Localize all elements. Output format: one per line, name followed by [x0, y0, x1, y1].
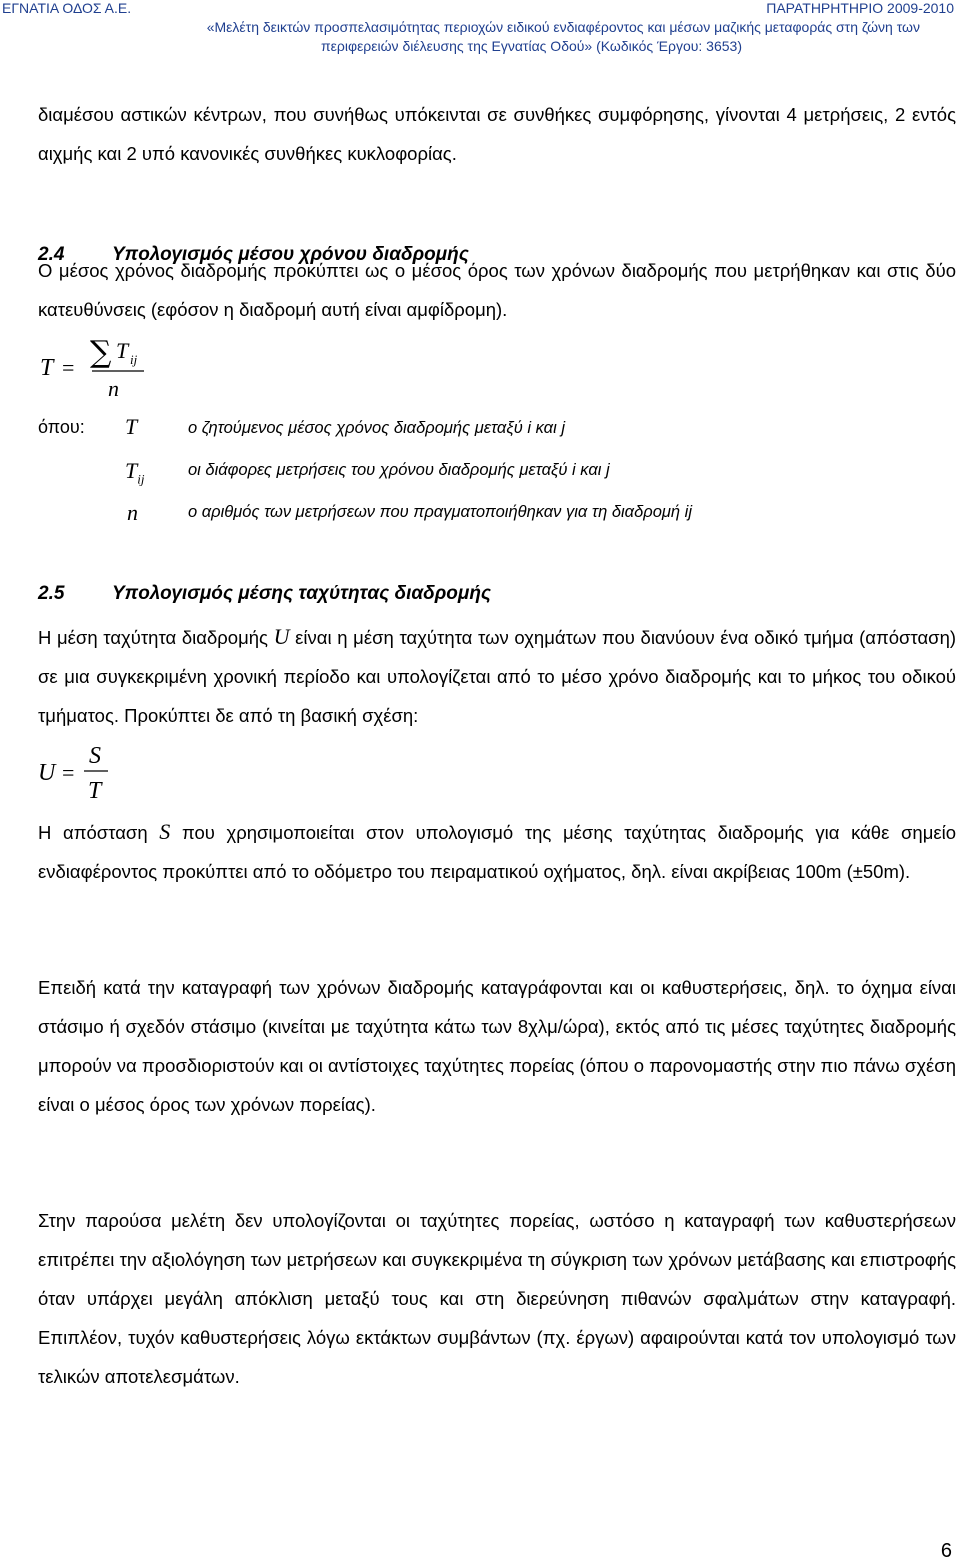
section-2-5-paragraph-3: Επειδή κατά την καταγραφή των χρόνων διαδρομής καταγράφονται και οι καθυστερήσεις, δηλ. το όχημα είναι στάσιμο ή σχεδόν στάσιμο (κινείται με ταχύτητα κάτω των 8χλμ/ώρα), εκτός από τις μέσες ταχύτητες διαδρομής μπορούν να προσδιοριστούν και οι αντίστοιχες ταχύτητες πορείας (όπου ο παρονομαστής στην πιο πάνω σχέση είναι ο μέσος όρος των χρόνων πορείας). — [38, 977, 956, 1115]
def-symbol-n: n — [127, 500, 138, 525]
def-symbol-T: T — [125, 414, 138, 439]
def-symbol-Tij: $T_{ij}$ — [125, 458, 145, 487]
header-left: ΕΓΝΑΤΙΑ ΟΔΟΣ Α.Ε. — [2, 0, 132, 16]
formula-lhs: U — [38, 760, 56, 786]
formula-numerator: T — [116, 338, 129, 363]
section-2-4-paragraph-text: Ο μέσος χρόνος διαδρομής προκύπτει ως ο μέσος όρος των χρόνων διαδρομής που μετρήθηκαν και στις δύο κατευθύνσεις (εφόσον η διαδρομή αυτή είναι αμφίδρομη). — [38, 260, 956, 320]
section-heading-2-5 — [38, 583, 491, 605]
section-2-5-paragraph-2: Η απόσταση S που χρησιμοποιείται στον υπολογισμό της μέσης ταχύτητας διαδρομής για κάθε σημείο ενδιαφέροντος προκύπτει από το οδόμετρο του πειραματικού οχήματος, δηλ. είναι ακρίβειας 100m (±50m). — [38, 819, 956, 882]
section-title: Υπολογισμός μέσης ταχύτητας διαδρομής — [112, 583, 492, 604]
page-number: 6 — [940, 1540, 952, 1562]
where-label: όπου: — [38, 417, 85, 437]
mean-time-formula — [38, 330, 178, 400]
header-subtitle-line2: περιφερειών διέλευσης της Εγνατίας Οδού» (Κωδικός Έργου: 3653) — [321, 38, 742, 54]
formula-eq: = — [62, 760, 75, 785]
section-number: 2.4 — [38, 244, 65, 265]
formula-eq: = — [62, 355, 75, 380]
speed-formula — [38, 738, 128, 808]
symbol-U: U — [273, 624, 290, 649]
symbol-S: S — [159, 819, 171, 844]
header-subtitle-line1: «Μελέτη δεικτών προσπελασιμότητας περιοχών ειδικού ενδιαφέροντος και μέσων μαζικής μεταφοράς στη ζώνη των — [206, 19, 920, 35]
section-2-5-paragraph-4: Στην παρούσα μελέτη δεν υπολογίζονται οι ταχύτητες πορείας, ωστόσο η καταγραφή των καθυστερήσεων επιτρέπει την αξιολόγηση των μετρήσεων και συγκεκριμένα τη σύγκριση των χρόνων μετάβασης και επιστροφής όταν υπάρχει μεγάλη απόκλιση μεταξύ τους και στη διερεύνηση πιθανών σφαλμάτων στην καταγραφή. Επιπλέον, τυχόν καθυστερήσεις λόγω εκτάκτων συμβάντων (πχ. έργων) αφαιρούνται κατά τον υπολογισμό των τελικών αποτελεσμάτων. — [38, 1210, 956, 1387]
intro-paragraph: διαμέσου αστικών κέντρων, που συνήθως υπόκεινται σε συνθήκες συμφόρησης, γίνονται 4 μετρήσεις, 2 εντός αιχμής και 2 υπό κανονικές συνθήκες κυκλοφορίας. — [38, 104, 956, 164]
section-number: 2.5 — [38, 583, 65, 604]
formula-denominator: n — [108, 376, 119, 400]
formula-numerator: S — [89, 743, 101, 769]
section-2-5-paragraph-1: Η μέση ταχύτητα διαδρομής U είναι η μέση ταχύτητα των οχημάτων που διανύουν ένα οδικό τμήμα (απόσταση) σε μια συγκεκριμένη χρονική περίοδο και υπολογίζεται από το μέσο χρόνο διαδρομής και το μήκος του οδικού τμήματος. Προκύπτει δε από τη βασική σχέση: — [38, 624, 957, 726]
section-title: Υπολογισμός μέσου χρόνου διαδρομής — [112, 244, 469, 265]
formula-denominator: T — [88, 778, 102, 804]
sigma-symbol: ∑ — [90, 335, 112, 370]
def-text-T: ο ζητούμενος μέσος χρόνος διαδρομής μεταξύ i και j — [188, 419, 565, 437]
formula-lhs: T — [40, 355, 54, 381]
def-text-n: ο αριθμός των μετρήσεων που πραγματοποιήθηκαν για τη διαδρομή ij — [188, 503, 692, 521]
formula-numerator-sub: ij — [130, 352, 138, 367]
header-right: ΠΑΡΑΤΗΡΗΤΗΡΙΟ 2009-2010 — [766, 0, 954, 16]
def-text-Tij: οι διάφορες μετρήσεις του χρόνου διαδρομής μεταξύ i και j — [188, 461, 610, 479]
